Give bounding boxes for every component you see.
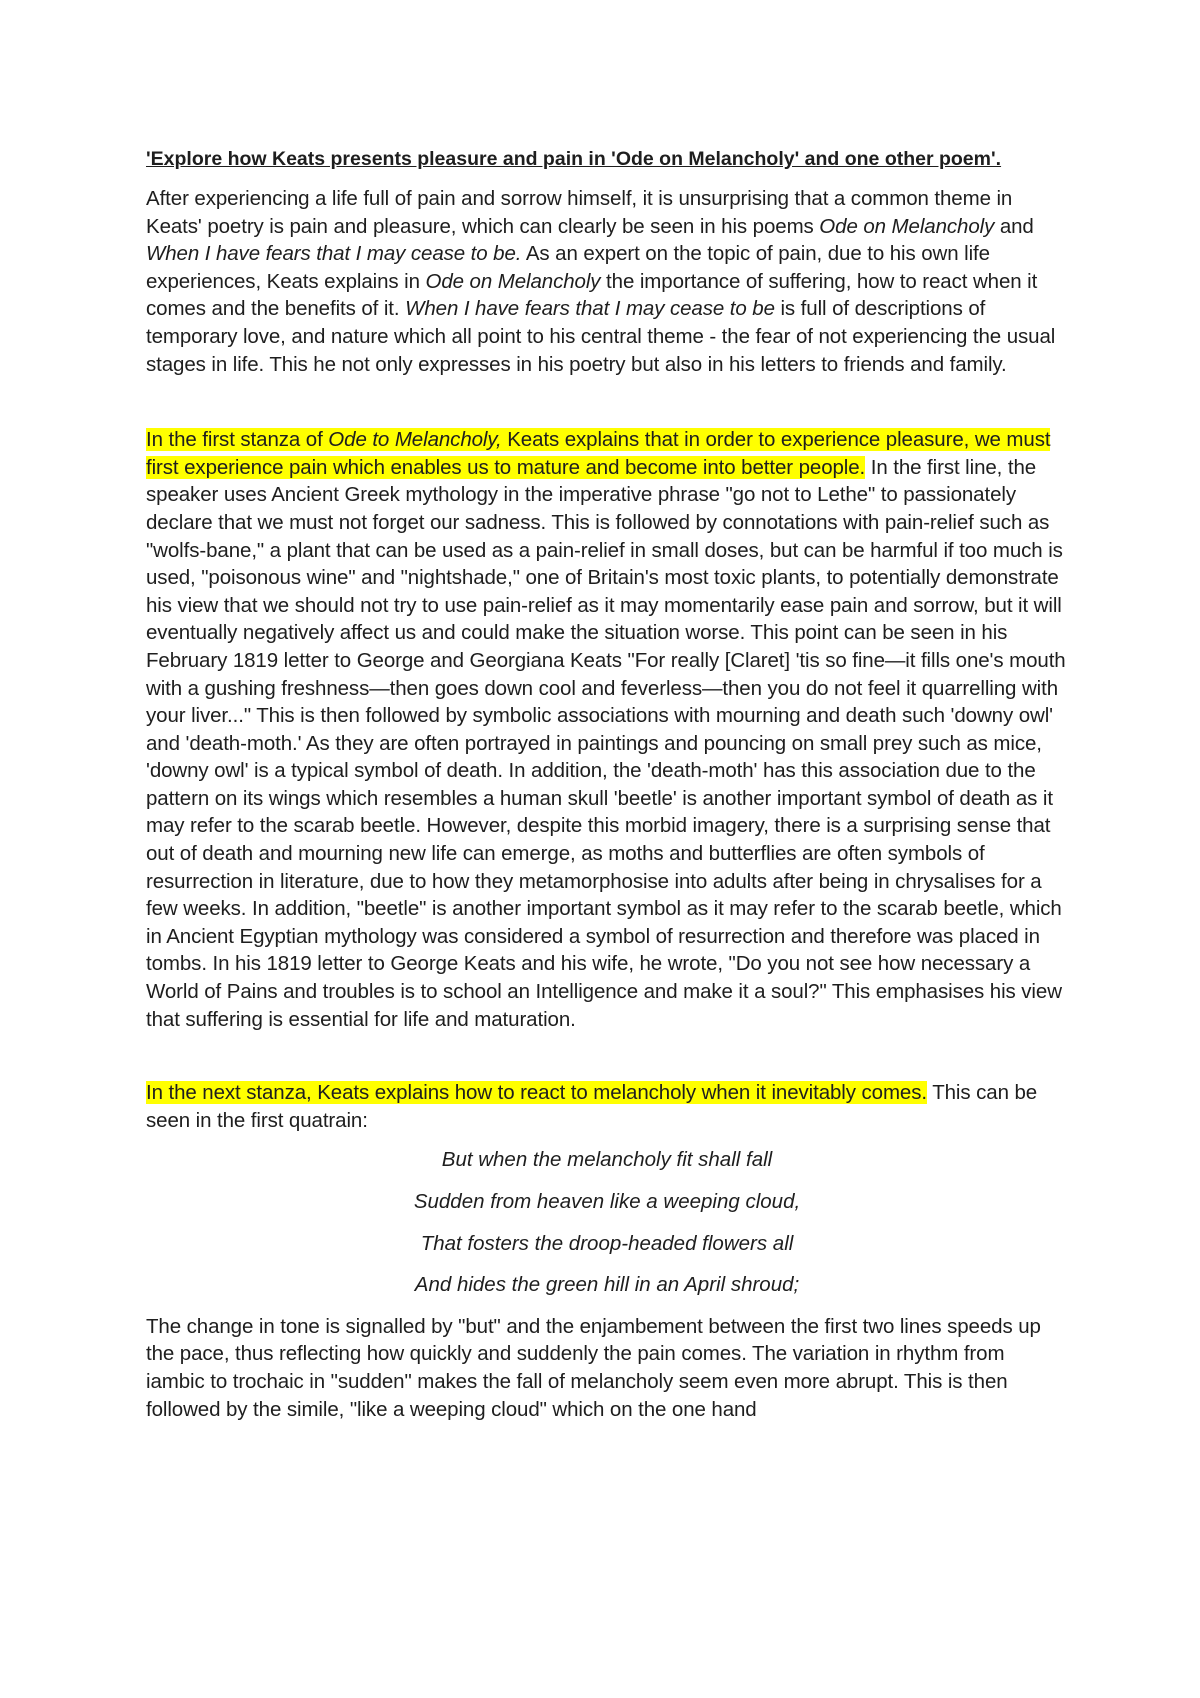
analysis-paragraph-quatrain: The change in tone is signalled by "but" and the enjambement between the first two lines speeds up the pace, thus reflecting how quickly and suddenly the pain comes. The variation in rhythm from iambic to trochaic in "sudden" makes the fall of melancholy seem even more abrupt. This is then followed by the simile, "like a weeping cloud" which on the one hand xyxy=(146,1314,1041,1421)
document-body xyxy=(146,146,1068,1423)
analysis-paragraph-stanza-two xyxy=(146,1079,1068,1134)
body-text: In the first line, the speaker uses Ancient Greek mythology in the imperative phrase "go not to Lethe" to passionately declare that we must not forget our sadness. This is followed by connotations with pain-relief such as "wolfs-bane," a plant that can be used as a pain-relief in small doses, but can be harmful if too much is used, "poisonous wine" and "nightshade," one of Britain's most toxic plants, to potentially demonstrate his view that we should not try to use pain-relief as it may momentarily ease pain and sorrow, but it will eventually negatively affect us and could make the situation worse. This point can be seen in his February 1819 letter to George and Georgiana Keats xyxy=(146,455,1063,672)
letter-quote: "For really [Claret] 'tis so fine—it fills one's mouth with a gushing freshness—then goes down cool and feverless—then you do not feel it quarrelling with your liver..." xyxy=(146,648,1066,728)
analysis-paragraph-stanza-one xyxy=(146,426,1068,1033)
intro-text: and xyxy=(994,214,1034,238)
body-text: This is then followed by symbolic associations with mourning and death such 'downy owl' and 'death-moth.' As they are often portrayed in paintings and pouncing on small prey such as mice, 'downy owl' is a typical symbol of death. In addition, the 'death-moth' has this association due to the pattern on its wings which resembles a human skull 'beetle' is another important symbol of death as it may refer to the scarab beetle. However, despite this morbid imagery, there is a surprising sense that out of death and mourning new life can emerge, as moths and butterflies are often symbols of resurrection in literature, due to how they metamorphosise into adults after being in chrysalises for a few weeks. In addition, "beetle" is another important symbol as it may refer to the scarab beetle, which in Ancient Egyptian mythology was considered a symbol of resurrection and therefore was placed in tombs. In his 1819 letter to George Keats and his wife, he wrote, "Do you not see how necessary a World of Pains and troubles is to school an Intelligence and make it a soul?" This emphasises his view that suffering is essential for life and maturation. xyxy=(146,704,1062,1031)
quatrain-line: Sudden from heaven like a weeping cloud, xyxy=(413,1190,801,1213)
essay-title: 'Explore how Keats presents pleasure and pain in 'Ode on Melancholy' and one other poem'. xyxy=(146,148,1002,170)
highlighted-topic-sentence: In the next stanza, Keats explains how to react to melancholy when it inevitably comes. xyxy=(146,1081,927,1105)
intro-paragraph xyxy=(146,185,1068,378)
highlight-text: Keats explains that in order to experience pleasure, we must first experience pain which enables us to mature and become into better people. xyxy=(146,428,1051,479)
paragraph-spacer xyxy=(146,378,1068,426)
highlight-text: In the first stanza of xyxy=(146,428,329,452)
poem-title-italic: When I have fears that I may cease to be. xyxy=(146,242,522,266)
intro-text: the importance of suffering, how to react when it comes and the benefits of it. xyxy=(146,269,1038,321)
body-text: This can be seen in the first quatrain: xyxy=(146,1081,1038,1132)
poem-title-italic: Ode to Melancholy, xyxy=(328,428,502,452)
intro-text: After experiencing a life full of pain and sorrow himself, it is unsurprising that a common theme in Keats' poetry is pain and pleasure, which can clearly be seen in his poems xyxy=(146,187,1013,238)
poem-title-italic: When I have fears that I may cease to be xyxy=(405,297,775,321)
poem-title-italic: Ode on Melancholy xyxy=(425,269,601,293)
quatrain-line: But when the melancholy fit shall fall xyxy=(441,1148,773,1172)
quatrain-line: That fosters the droop-headed flowers all xyxy=(420,1231,794,1255)
quatrain-line: And hides the green hill in an April shroud; xyxy=(414,1273,800,1297)
poem-title-italic: Ode on Melancholy xyxy=(819,214,995,238)
intro-text: As an expert on the topic of pain, due to his own life experiences, Keats explains in xyxy=(146,242,990,293)
intro-text: is full of descriptions of temporary love, and nature which all point to his central theme - the fear of not experiencing the usual stages in life. This he not only expresses in his poetry but also in his letters to friends and family. xyxy=(146,297,1056,376)
paragraph-spacer xyxy=(146,1033,1068,1079)
poem-quatrain xyxy=(146,1146,1068,1298)
